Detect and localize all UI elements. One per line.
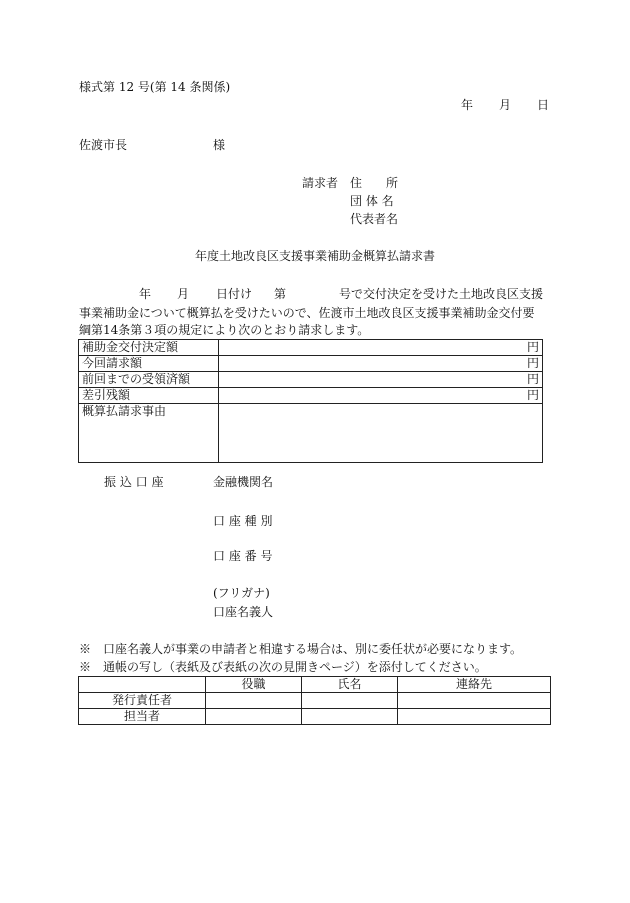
addressee-name: 佐渡市長 <box>79 138 128 152</box>
roles-entry-cell[interactable] <box>206 693 302 709</box>
amount-value-cell[interactable]: 円 <box>219 372 543 388</box>
requester-rep-label: 代表者名 <box>350 212 399 226</box>
amount-value-cell[interactable]: 円 <box>219 388 543 404</box>
body-line2: 事業補助金について概算払を受けたいので、佐渡市土地改良区支援事業補助金交付要 <box>79 306 535 320</box>
amount-row <box>79 404 543 463</box>
amount-label: 概算払請求事由 <box>79 404 219 463</box>
amounts-table <box>78 339 543 463</box>
body-day-attach: 日付け <box>216 287 253 301</box>
roles-header-cell <box>79 677 206 693</box>
roles-entry-cell[interactable] <box>398 693 551 709</box>
amount-row <box>79 356 543 372</box>
document-title: 年度土地改良区支援事業補助金概算払請求書 <box>194 249 435 263</box>
amount-value-cell[interactable]: 円 <box>219 356 543 372</box>
roles-table <box>78 676 551 725</box>
note-power-of-attorney: ※ 口座名義人が事業の申請者と相違する場合は、別に委任状が必要になります。 <box>79 642 523 656</box>
bank-furigana-label: (フリガナ) <box>213 586 270 600</box>
note-passbook-copy: ※ 通帳の写し（表紙及び表紙の次の見開きページ）を添付してください。 <box>79 660 487 674</box>
amount-row <box>79 340 543 356</box>
date-month: 月 <box>499 98 512 112</box>
roles-header-cell: 役職 <box>206 677 302 693</box>
roles-entry-cell[interactable] <box>206 709 302 725</box>
bank-institution-label: 金融機関名 <box>213 475 274 489</box>
roles-row <box>79 709 551 725</box>
date-day: 日 <box>537 98 550 112</box>
addressee-honorific: 様 <box>213 138 226 152</box>
requester-address-label: 住 所 <box>350 176 399 190</box>
roles-row <box>79 693 551 709</box>
bank-heading: 振 込 口 座 <box>104 475 164 489</box>
roles-header-cell: 氏名 <box>302 677 398 693</box>
requester-label: 請求者 <box>302 176 339 190</box>
date-year: 年 <box>461 98 474 112</box>
amount-row <box>79 372 543 388</box>
roles-header-cell: 連絡先 <box>398 677 551 693</box>
amount-value-cell[interactable]: 円 <box>219 340 543 356</box>
roles-entry-cell[interactable] <box>302 709 398 725</box>
roles-entry-cell[interactable] <box>398 709 551 725</box>
roles-header-row <box>79 677 551 693</box>
bank-holder-label: 口座名義人 <box>213 605 274 619</box>
body-year: 年 <box>139 287 152 301</box>
body-dai: 第 <box>274 287 287 301</box>
body-line1-rest: 号で交付決定を受けた土地改良区支援 <box>339 287 544 301</box>
form-number: 様式第 12 号(第 14 条関係) <box>79 80 231 94</box>
requester-org-label: 団 体 名 <box>350 194 394 208</box>
roles-entry-cell[interactable] <box>302 693 398 709</box>
roles-row-label: 発行責任者 <box>79 693 206 709</box>
body-month: 月 <box>177 287 190 301</box>
bank-account-number-label: 口 座 番 号 <box>213 549 273 563</box>
amount-label: 差引残額 <box>79 388 219 404</box>
roles-row-label: 担当者 <box>79 709 206 725</box>
amount-row <box>79 388 543 404</box>
amount-value-cell[interactable] <box>219 404 543 463</box>
body-line3: 綱第14条第３項の規定により次のとおり請求します。 <box>79 323 370 337</box>
amount-label: 前回までの受領済額 <box>79 372 219 388</box>
amount-label: 今回請求額 <box>79 356 219 372</box>
bank-account-type-label: 口 座 種 別 <box>213 514 273 528</box>
amount-label: 補助金交付決定額 <box>79 340 219 356</box>
